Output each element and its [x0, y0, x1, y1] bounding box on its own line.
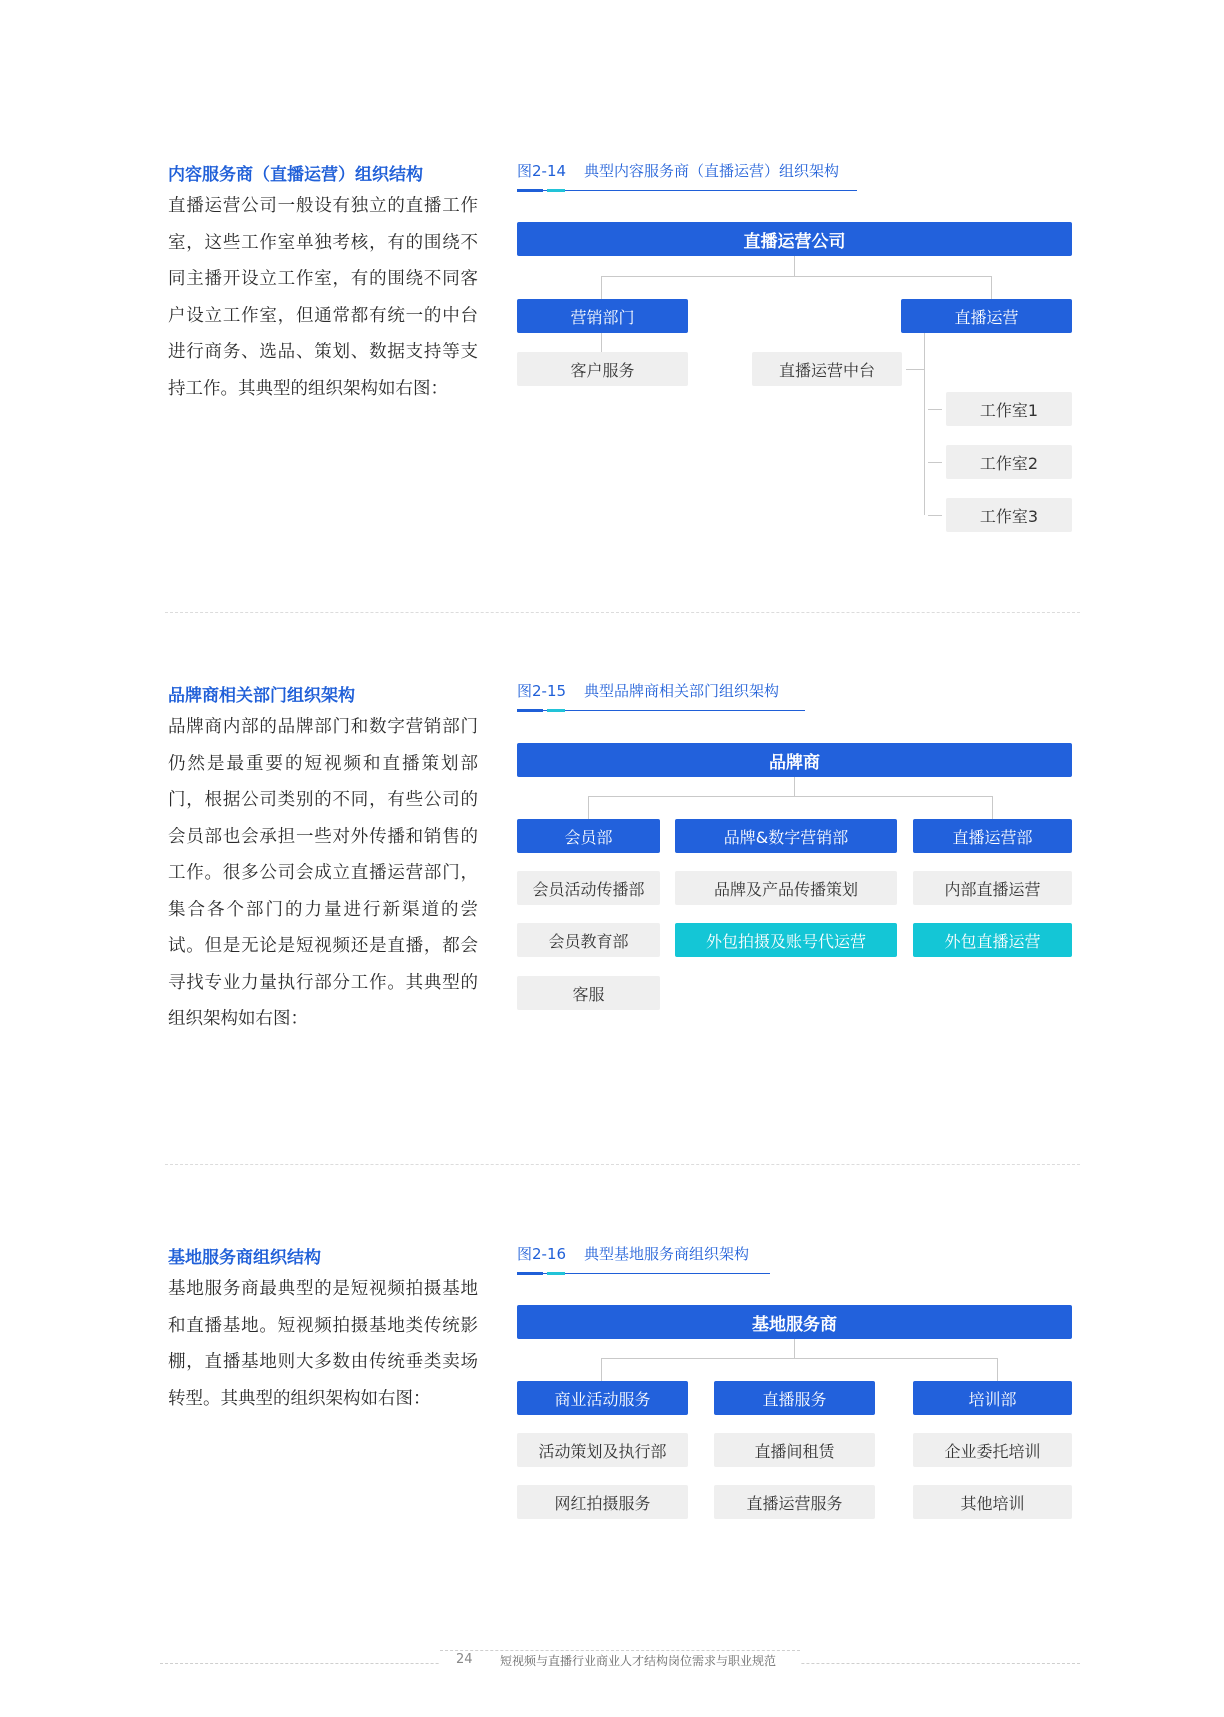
connector — [601, 1358, 602, 1381]
figure-title: 典型内容服务商（直播运营）组织架构 — [584, 162, 840, 180]
connector — [601, 276, 992, 277]
section-divider — [165, 612, 1080, 613]
connector — [588, 796, 993, 797]
connector — [601, 333, 602, 352]
org-node-member-education: 会员教育部 — [517, 923, 660, 957]
connector — [928, 515, 942, 516]
figure-caption — [517, 680, 779, 701]
connector — [991, 276, 992, 299]
org-node-live-ops: 直播运营 — [901, 299, 1072, 333]
org-node-root: 基地服务商 — [517, 1305, 1072, 1339]
connector — [928, 409, 942, 410]
connector — [992, 796, 993, 819]
org-node-studio-3: 工作室3 — [946, 498, 1072, 532]
org-node-outsourced-live-ops: 外包直播运营 — [913, 923, 1072, 957]
org-node-root: 品牌商 — [517, 743, 1072, 777]
org-node-customer-service: 客服 — [517, 976, 660, 1010]
figure-underline — [517, 1273, 770, 1274]
org-node-middle-platform: 直播运营中台 — [752, 352, 902, 386]
section-body-brand: 品牌商内部的品牌部门和数字营销部门仍然是最重要的短视频和直播策划部门，根据公司类别的不同，有些公司的会员部也会承担一些对外传播和销售的工作。很多公司会成立直播运营部门，集合各个部门的力量进行新渠道的尝试。但是无论是短视频还是直播，都会寻找专业力量执行部分工作。其典型的组织架构如右图： — [168, 717, 478, 1029]
connector — [794, 1339, 795, 1358]
org-node-studio-rental: 直播间租赁 — [714, 1433, 875, 1467]
connector — [997, 1358, 998, 1381]
figure-title: 典型基地服务商组织架构 — [584, 1245, 750, 1263]
org-node-brand-product-planning: 品牌及产品传播策划 — [675, 871, 897, 905]
org-node-studio-1: 工作室1 — [946, 392, 1072, 426]
org-node-influencer-shooting: 网红拍摄服务 — [517, 1485, 688, 1519]
section-title-base-provider: 基地服务商组织结构 — [168, 1248, 321, 1268]
org-node-internal-live-ops: 内部直播运营 — [913, 871, 1072, 905]
footer-document-title: 短视频与直播行业商业人才结构岗位需求与职业规范 — [500, 1654, 777, 1668]
connector — [924, 333, 925, 515]
figure-title: 典型品牌商相关部门组织架构 — [584, 682, 780, 700]
figure-number: 图2-15 — [517, 682, 567, 700]
connector — [794, 256, 795, 276]
org-node-outsourced-shooting: 外包拍摄及账号代运营 — [675, 923, 897, 957]
org-node-member-activity: 会员活动传播部 — [517, 871, 660, 905]
figure-number: 图2-14 — [517, 162, 567, 180]
org-node-live-ops-dept: 直播运营部 — [913, 819, 1072, 853]
org-node-training-dept: 培训部 — [913, 1381, 1072, 1415]
figure-caption — [517, 160, 839, 181]
org-node-event-planning: 活动策划及执行部 — [517, 1433, 688, 1467]
org-node-studio-2: 工作室2 — [946, 445, 1072, 479]
org-node-corporate-training: 企业委托培训 — [913, 1433, 1072, 1467]
connector — [906, 369, 924, 370]
org-node-member-dept: 会员部 — [517, 819, 660, 853]
org-node-other-training: 其他培训 — [913, 1485, 1072, 1519]
section-title-content-provider: 内容服务商（直播运营）组织结构 — [168, 165, 423, 185]
connector — [588, 796, 589, 819]
org-node-live-ops-service: 直播运营服务 — [714, 1485, 875, 1519]
org-node-customer-service: 客户服务 — [517, 352, 688, 386]
org-node-live-services: 直播服务 — [714, 1381, 875, 1415]
org-node-commercial-events: 商业活动服务 — [517, 1381, 688, 1415]
figure-underline — [517, 190, 857, 191]
connector — [794, 777, 795, 796]
connector — [601, 276, 602, 299]
figure-number: 图2-16 — [517, 1245, 567, 1263]
section-body-content-provider: 直播运营公司一般设有独立的直播工作室，这些工作室单独考核，有的围绕不同主播开设立工作室，有的围绕不同客户设立工作室，但通常都有统一的中台进行商务、选品、策划、数据支持等支持工作。其典型的组织架构如右图： — [168, 196, 478, 399]
org-node-brand-digital-dept: 品牌&数字营销部 — [675, 819, 897, 853]
figure-underline — [517, 710, 805, 711]
org-node-marketing: 营销部门 — [517, 299, 688, 333]
figure-caption — [517, 1243, 749, 1264]
page-number: 24 — [456, 1652, 473, 1667]
section-divider — [165, 1164, 1080, 1165]
connector — [928, 462, 942, 463]
section-title-brand: 品牌商相关部门组织架构 — [168, 686, 355, 706]
org-node-root: 直播运营公司 — [517, 222, 1072, 256]
section-body-base-provider: 基地服务商最典型的是短视频拍摄基地和直播基地。短视频拍摄基地类传统影棚，直播基地则大多数由传统垂类卖场转型。其典型的组织架构如右图： — [168, 1279, 478, 1409]
connector — [601, 1358, 998, 1359]
